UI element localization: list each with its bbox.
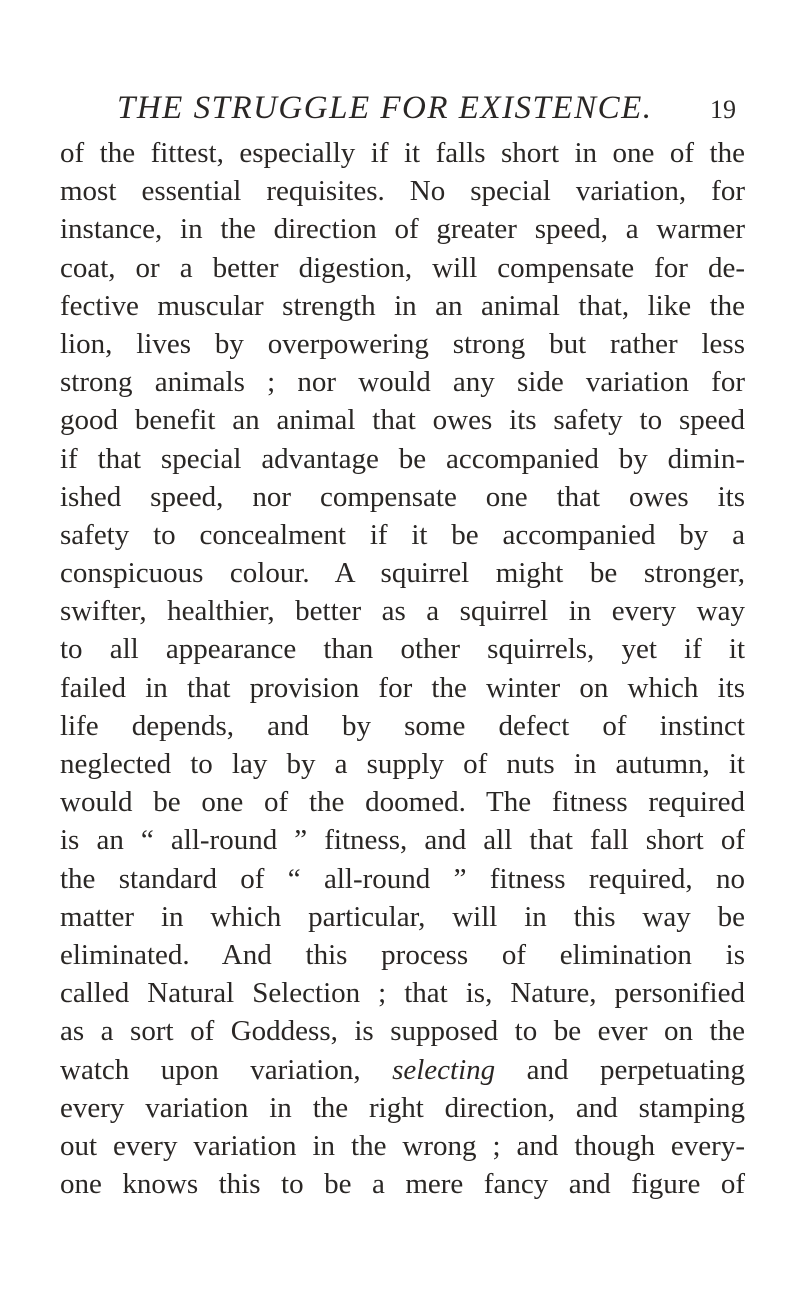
text-line: the standard of “ all-round ” fitness required, no: [60, 862, 745, 895]
body-text: [60, 134, 745, 1203]
text-line: eliminated. And this process of elimination is: [60, 938, 745, 971]
running-head: [0, 88, 800, 128]
text-line: life depends, and by some defect of instinct: [60, 709, 745, 742]
text-line: is an “ all-round ” fitness, and all that fall short of: [60, 824, 745, 857]
text-line: swifter, healthier, better as a squirrel in every way: [60, 595, 745, 628]
text-line: coat, or a better digestion, will compensate for de-: [60, 251, 745, 284]
text-line: one knows this to be a mere fancy and figure of: [60, 1168, 745, 1201]
text-line: of the fittest, especially if it falls short in one of the: [60, 137, 745, 169]
text-line: to all appearance than other squirrels, yet if it: [60, 633, 745, 666]
text-line: matter in which particular, will in this way be: [60, 900, 745, 933]
text-line: as a sort of Goddess, is supposed to be ever on the: [60, 1015, 745, 1048]
text-line: neglected to lay by a supply of nuts in autumn, it: [60, 748, 745, 780]
text-line: called Natural Selection ; that is, Nature, personified: [60, 977, 745, 1010]
text-line: fective muscular strength in an animal that, like the: [60, 289, 745, 322]
italic-word: selecting: [392, 1053, 496, 1086]
text-line: instance, in the direction of greater speed, a warmer: [60, 213, 745, 246]
text-segment: watch upon variation,: [60, 1053, 393, 1086]
text-line: would be one of the doomed. The fitness required: [60, 786, 745, 819]
text-line: failed in that provision for the winter on which its: [60, 671, 745, 704]
text-line: out every variation in the wrong ; and though every-: [60, 1129, 745, 1162]
text-line: every variation in the right direction, and stamping: [60, 1091, 745, 1124]
text-line: good benefit an animal that owes its safety to speed: [60, 404, 745, 437]
text-line: if that special advantage be accompanied by dimin-: [60, 442, 745, 475]
text-line: most essential requisites. No special variation, for: [60, 175, 745, 208]
text-line-with-italic: [60, 1051, 745, 1089]
text-line: ished speed, nor compensate one that owes its: [60, 480, 745, 513]
chapter-title: THE STRUGGLE FOR EXISTENCE.: [117, 90, 653, 126]
text-line: strong animals ; nor would any side variation for: [60, 366, 745, 399]
text-line: conspicuous colour. A squirrel might be stronger,: [60, 557, 745, 590]
text-line: safety to concealment if it be accompanied by a: [60, 518, 745, 551]
text-segment: and perpetuating: [495, 1053, 745, 1086]
text-line: lion, lives by overpowering strong but rather less: [60, 327, 745, 360]
page-number: 19: [710, 95, 736, 124]
